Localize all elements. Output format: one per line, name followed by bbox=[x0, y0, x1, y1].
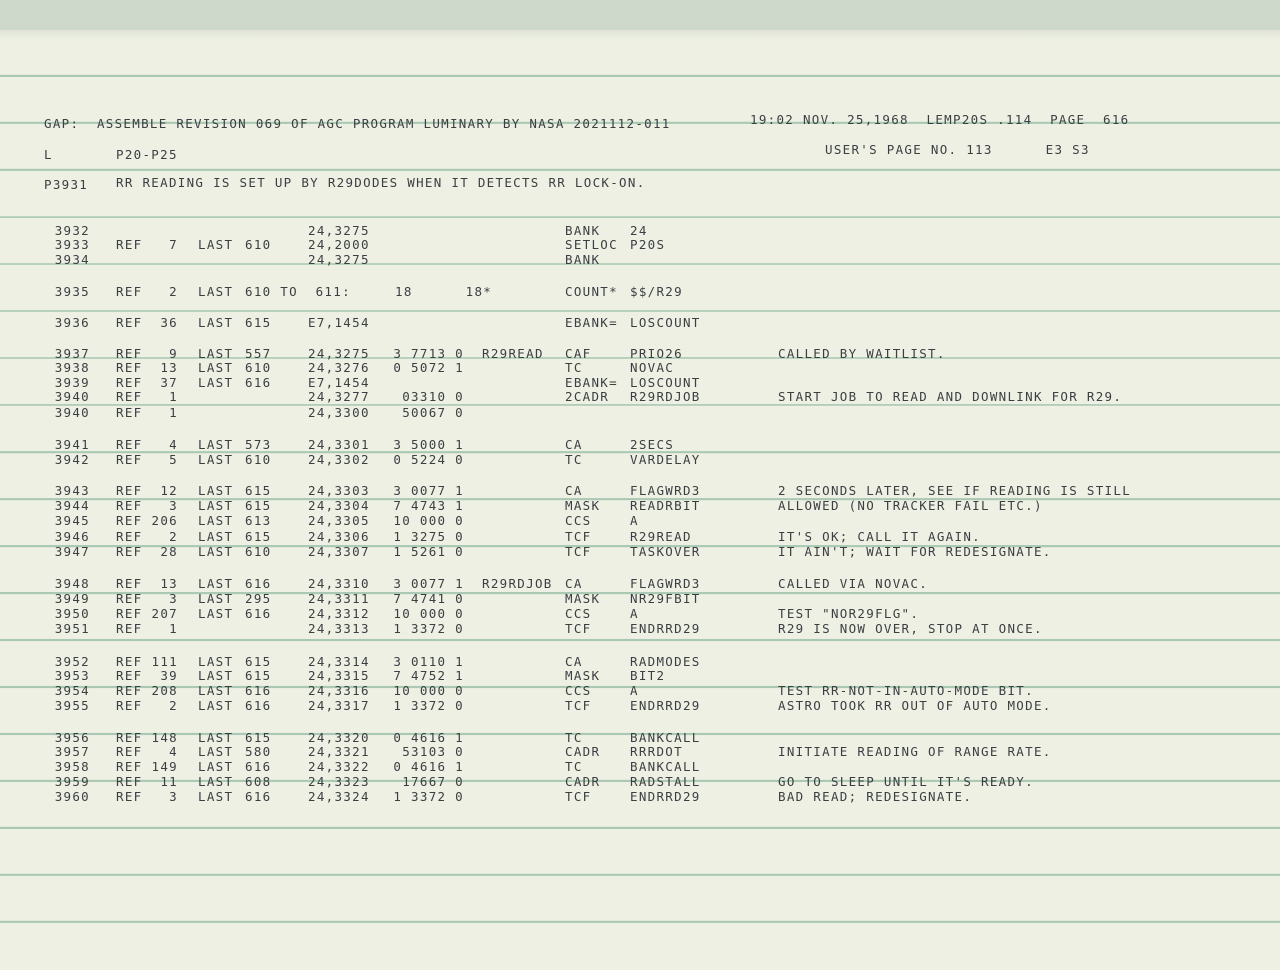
listing-comment: CALLED BY WAITLIST. bbox=[778, 346, 946, 361]
listing-refnum: 7 bbox=[169, 237, 178, 252]
listing-op: TCF bbox=[565, 529, 592, 544]
listing-op: EBANK= bbox=[565, 375, 618, 390]
listing-num: 3940 bbox=[54, 405, 90, 420]
listing-octal: 1 3275 0 bbox=[393, 529, 464, 544]
listing-comment: TEST RR-NOT-IN-AUTO-MODE BIT. bbox=[778, 683, 1034, 698]
listing-operand: FLAGWRD3 bbox=[630, 483, 701, 498]
listing-num: 3944 bbox=[54, 498, 90, 513]
listing-addr: 24,3302 bbox=[308, 452, 370, 467]
listing-lastv: 616 bbox=[245, 698, 272, 713]
listing-addr: 24,3305 bbox=[308, 513, 370, 528]
listing-last: LAST bbox=[198, 591, 234, 606]
listing-last: LAST bbox=[198, 284, 234, 299]
page-top-edge bbox=[0, 30, 1280, 40]
listing-last: LAST bbox=[198, 375, 234, 390]
listing-ref: REF bbox=[116, 513, 143, 528]
listing-ref: REF bbox=[116, 529, 143, 544]
listing-refnum: 206 bbox=[151, 513, 178, 528]
listing-ref: REF bbox=[116, 621, 143, 636]
listing-refnum: 111 bbox=[151, 654, 178, 669]
listing-refnum: 149 bbox=[151, 759, 178, 774]
listing-num: 3939 bbox=[54, 375, 90, 390]
listing-operand: TASKOVER bbox=[630, 544, 701, 559]
listing-ref: REF bbox=[116, 544, 143, 559]
listing-last: LAST bbox=[198, 315, 234, 330]
listing-last: LAST bbox=[198, 346, 234, 361]
listing-addr: 24,3307 bbox=[308, 544, 370, 559]
listing-addr: 24,3323 bbox=[308, 774, 370, 789]
listing-lastv: 573 bbox=[245, 437, 272, 452]
listing-op: CA bbox=[565, 437, 583, 452]
listing-lastv: 615 bbox=[245, 498, 272, 513]
listing-operand: PRIO26 bbox=[630, 346, 683, 361]
listing-last: LAST bbox=[198, 237, 234, 252]
comment-line-label: P3931 bbox=[44, 177, 89, 192]
listing-refnum: 2 bbox=[169, 698, 178, 713]
listing-num: 3958 bbox=[54, 759, 90, 774]
listing-num: 3946 bbox=[54, 529, 90, 544]
listing-op: TCF bbox=[565, 544, 592, 559]
listing-num: 3957 bbox=[54, 744, 90, 759]
listing-last: LAST bbox=[198, 774, 234, 789]
listing-op: TCF bbox=[565, 621, 592, 636]
listing-octal: 10 000 0 bbox=[393, 606, 464, 621]
listing-ref: REF bbox=[116, 452, 143, 467]
listing-refnum: 3 bbox=[169, 591, 178, 606]
listing-ref: REF bbox=[116, 389, 143, 404]
listing-op: CADR bbox=[565, 774, 601, 789]
listing-addr: 24,3317 bbox=[308, 698, 370, 713]
listing-last: LAST bbox=[198, 654, 234, 669]
listing-num: 3951 bbox=[54, 621, 90, 636]
listing-addr: 24,3324 bbox=[308, 789, 370, 804]
listing-num: 3941 bbox=[54, 437, 90, 452]
listing-lastv: 615 bbox=[245, 654, 272, 669]
listing-comment: ASTRO TOOK RR OUT OF AUTO MODE. bbox=[778, 698, 1052, 713]
listing-comment: IT AIN'T; WAIT FOR REDESIGNATE. bbox=[778, 544, 1052, 559]
listing-op: CCS bbox=[565, 606, 592, 621]
listing-num: 3945 bbox=[54, 513, 90, 528]
listing-op: MASK bbox=[565, 668, 601, 683]
listing-last: LAST bbox=[198, 544, 234, 559]
listing-lastv: 616 bbox=[245, 576, 272, 591]
listing-addr: 24,3320 bbox=[308, 730, 370, 745]
listing-num: 3942 bbox=[54, 452, 90, 467]
listing-octal: 10 000 0 bbox=[393, 683, 464, 698]
listing-last: LAST bbox=[198, 483, 234, 498]
listing-addr: 24,3313 bbox=[308, 621, 370, 636]
listing-operand: R29READ bbox=[630, 529, 692, 544]
listing-refnum: 2 bbox=[169, 284, 178, 299]
listing-octal: 10 000 0 bbox=[393, 513, 464, 528]
listing-refnum: 13 bbox=[160, 576, 178, 591]
listing-octal: 3 5000 1 bbox=[393, 437, 464, 452]
listing-op: MASK bbox=[565, 591, 601, 606]
listing-num: 3959 bbox=[54, 774, 90, 789]
listing-addr: 24,3306 bbox=[308, 529, 370, 544]
listing-octal: 3 0077 1 bbox=[393, 576, 464, 591]
listing-ref: REF bbox=[116, 730, 143, 745]
listing-refnum: 39 bbox=[160, 668, 178, 683]
listing-octal: 1 3372 0 bbox=[393, 698, 464, 713]
listing-addr: 24,3275 bbox=[308, 223, 370, 238]
listing-refnum: 11 bbox=[160, 774, 178, 789]
listing-lastv: 610 bbox=[245, 360, 272, 375]
header-listing-type: L bbox=[44, 147, 53, 162]
listing-addr: 24,2000 bbox=[308, 237, 370, 252]
listing-lastv: 610 bbox=[245, 237, 272, 252]
listing-addr: 24,3303 bbox=[308, 483, 370, 498]
listing-octal: 1 3372 0 bbox=[393, 621, 464, 636]
listing-addr: E7,1454 bbox=[308, 375, 370, 390]
listing-refnum: 28 bbox=[160, 544, 178, 559]
listing-ref: REF bbox=[116, 405, 143, 420]
listing-ref: REF bbox=[116, 284, 143, 299]
listing-last: LAST bbox=[198, 498, 234, 513]
listing-num: 3955 bbox=[54, 698, 90, 713]
listing-octal: 1 5261 0 bbox=[393, 544, 464, 559]
listing-ref: REF bbox=[116, 375, 143, 390]
listing-op: BANK bbox=[565, 223, 601, 238]
listing-lastv: 616 bbox=[245, 789, 272, 804]
listing-num: 3953 bbox=[54, 668, 90, 683]
listing-operand: LOSCOUNT bbox=[630, 315, 701, 330]
listing-lastv: 295 bbox=[245, 591, 272, 606]
listing-refnum: 4 bbox=[169, 437, 178, 452]
listing-refnum: 3 bbox=[169, 498, 178, 513]
listing-ref: REF bbox=[116, 237, 143, 252]
listing-last: LAST bbox=[198, 683, 234, 698]
listing-ref: REF bbox=[116, 668, 143, 683]
listing-refnum: 2 bbox=[169, 529, 178, 544]
listing-op: TC bbox=[565, 360, 583, 375]
listing-op: SETLOC bbox=[565, 237, 618, 252]
listing-refnum: 13 bbox=[160, 360, 178, 375]
listing-addr: 24,3315 bbox=[308, 668, 370, 683]
listing-refnum: 1 bbox=[169, 621, 178, 636]
listing-ref: REF bbox=[116, 591, 143, 606]
listing-last: LAST bbox=[198, 529, 234, 544]
listing-num: 3937 bbox=[54, 346, 90, 361]
listing-num: 3938 bbox=[54, 360, 90, 375]
listing-lastv: 615 bbox=[245, 529, 272, 544]
listing-refnum: 208 bbox=[151, 683, 178, 698]
listing-ref: REF bbox=[116, 698, 143, 713]
listing-num: 3934 bbox=[54, 252, 90, 267]
listing-operand: A bbox=[630, 683, 639, 698]
listing-refnum: 4 bbox=[169, 744, 178, 759]
listing-last: LAST bbox=[198, 576, 234, 591]
listing-lastv: 616 bbox=[245, 375, 272, 390]
listing-last: LAST bbox=[198, 452, 234, 467]
listing-lastv: 557 bbox=[245, 346, 272, 361]
listing-addr: 24,3321 bbox=[308, 744, 370, 759]
listing-lastv: 608 bbox=[245, 774, 272, 789]
listing-addr: 24,3277 bbox=[308, 389, 370, 404]
listing-ref: REF bbox=[116, 437, 143, 452]
listing-op: TCF bbox=[565, 698, 592, 713]
listing-octal: 0 4616 1 bbox=[393, 730, 464, 745]
listing-num: 3933 bbox=[54, 237, 90, 252]
listing-operand: P20S bbox=[630, 237, 666, 252]
listing-num: 3935 bbox=[54, 284, 90, 299]
listing-op: BANK bbox=[565, 252, 601, 267]
listing-operand: 24 bbox=[630, 223, 648, 238]
listing-lastv: 615 bbox=[245, 483, 272, 498]
listing-addr: 24,3304 bbox=[308, 498, 370, 513]
listing-lastv: 610 bbox=[245, 544, 272, 559]
listing-lastv: 615 bbox=[245, 668, 272, 683]
listing-op: TC bbox=[565, 452, 583, 467]
listing-comment: 2 SECONDS LATER, SEE IF READING IS STILL bbox=[778, 483, 1132, 498]
listing-num: 3936 bbox=[54, 315, 90, 330]
listing-last: LAST bbox=[198, 606, 234, 621]
header-user-page: USER'S PAGE NO. 113 E3 S3 bbox=[825, 142, 1090, 157]
listing-operand: A bbox=[630, 606, 639, 621]
listing-num: 3932 bbox=[54, 223, 90, 238]
listing-num: 3952 bbox=[54, 654, 90, 669]
listing-refnum: 148 bbox=[151, 730, 178, 745]
listing-op: CCS bbox=[565, 513, 592, 528]
listing-ref: REF bbox=[116, 360, 143, 375]
listing-refnum: 3 bbox=[169, 789, 178, 804]
listing-addr: 24,3316 bbox=[308, 683, 370, 698]
listing-refnum: 36 bbox=[160, 315, 178, 330]
listing-ref: REF bbox=[116, 483, 143, 498]
listing-ref: REF bbox=[116, 654, 143, 669]
listing-operand: RADSTALL bbox=[630, 774, 701, 789]
listing-octal: 7 4752 1 bbox=[393, 668, 464, 683]
listing-operand: NR29FBIT bbox=[630, 591, 701, 606]
listing-octal: 50067 0 bbox=[402, 405, 464, 420]
listing-op: EBANK= bbox=[565, 315, 618, 330]
listing-lastv: 615 bbox=[245, 730, 272, 745]
listing-addr: 24,3301 bbox=[308, 437, 370, 452]
listing-octal: 53103 0 bbox=[402, 744, 464, 759]
listing-octal: 7 4741 0 bbox=[393, 591, 464, 606]
listing-lastv: 616 bbox=[245, 606, 272, 621]
listing-ref: REF bbox=[116, 759, 143, 774]
listing-refnum: 1 bbox=[169, 389, 178, 404]
listing-last: LAST bbox=[198, 360, 234, 375]
listing-last: LAST bbox=[198, 437, 234, 452]
listing-addr: 24,3276 bbox=[308, 360, 370, 375]
listing-octal: 0 5072 1 bbox=[393, 360, 464, 375]
listing-op: CAF bbox=[565, 346, 592, 361]
listing-octal: 3 0077 1 bbox=[393, 483, 464, 498]
listing-label: R29RDJOB bbox=[482, 576, 553, 591]
listing-operand: VARDELAY bbox=[630, 452, 701, 467]
header-datetime: 19:02 NOV. 25,1968 LEMP20S .114 PAGE 616 bbox=[750, 112, 1130, 127]
listing-addr: 24,3275 bbox=[308, 252, 370, 267]
listing-addr: 24,3310 bbox=[308, 576, 370, 591]
listing-operand: 2SECS bbox=[630, 437, 675, 452]
listing-comment: ALLOWED (NO TRACKER FAIL ETC.) bbox=[778, 498, 1043, 513]
listing-operand: R29RDJOB bbox=[630, 389, 701, 404]
listing-op: 2CADR bbox=[565, 389, 610, 404]
listing-operand: $$/R29 bbox=[630, 284, 683, 299]
listing-addr: 24,3275 bbox=[308, 346, 370, 361]
listing-lastv: 615 bbox=[245, 315, 272, 330]
listing-ref: REF bbox=[116, 606, 143, 621]
listing-num: 3947 bbox=[54, 544, 90, 559]
listing-refnum: 37 bbox=[160, 375, 178, 390]
listing-ref: REF bbox=[116, 744, 143, 759]
listing-refnum: 5 bbox=[169, 452, 178, 467]
listing-last: LAST bbox=[198, 513, 234, 528]
listing-operand: ENDRRD29 bbox=[630, 789, 701, 804]
listing-addr: 24,3314 bbox=[308, 654, 370, 669]
listing-addr: 24,3322 bbox=[308, 759, 370, 774]
header-title: GAP: ASSEMBLE REVISION 069 OF AGC PROGRAM LUMINARY BY NASA 2021112-011 bbox=[44, 116, 671, 131]
listing-octal: 3 7713 0 bbox=[393, 346, 464, 361]
listing-octal: 0 5224 0 bbox=[393, 452, 464, 467]
listing-last: LAST bbox=[198, 789, 234, 804]
listing-comment: TEST "NOR29FLG". bbox=[778, 606, 920, 621]
listing-last: LAST bbox=[198, 668, 234, 683]
listing-operand: FLAGWRD3 bbox=[630, 576, 701, 591]
listing-label: R29READ bbox=[482, 346, 544, 361]
listing-operand: BANKCALL bbox=[630, 730, 701, 745]
listing-num: 3954 bbox=[54, 683, 90, 698]
listing-comment: GO TO SLEEP UNTIL IT'S READY. bbox=[778, 774, 1034, 789]
listing-comment: IT'S OK; CALL IT AGAIN. bbox=[778, 529, 981, 544]
listing-lastv: 610 TO 611: 18 18* bbox=[245, 284, 493, 299]
listing-addr: 24,3300 bbox=[308, 405, 370, 420]
listing-lastv: 610 bbox=[245, 452, 272, 467]
listing-operand: RRRDOT bbox=[630, 744, 683, 759]
listing-ref: REF bbox=[116, 789, 143, 804]
listing-last: LAST bbox=[198, 744, 234, 759]
listing-octal: 3 0110 1 bbox=[393, 654, 464, 669]
listing-addr: 24,3311 bbox=[308, 591, 370, 606]
listing-operand: A bbox=[630, 513, 639, 528]
listing-op: COUNT* bbox=[565, 284, 618, 299]
listing-octal: 0 4616 1 bbox=[393, 759, 464, 774]
comment-line-text: RR READING IS SET UP BY R29DODES WHEN IT DETECTS RR LOCK-ON. bbox=[116, 175, 646, 190]
listing-operand: BANKCALL bbox=[630, 759, 701, 774]
listing-addr: E7,1454 bbox=[308, 315, 370, 330]
listing-lastv: 580 bbox=[245, 744, 272, 759]
listing-operand: READRBIT bbox=[630, 498, 701, 513]
listing-lastv: 613 bbox=[245, 513, 272, 528]
listing-op: TCF bbox=[565, 789, 592, 804]
listing-comment: START JOB TO READ AND DOWNLINK FOR R29. bbox=[778, 389, 1123, 404]
listing-operand: LOSCOUNT bbox=[630, 375, 701, 390]
listing-ref: REF bbox=[116, 683, 143, 698]
listing-addr: 24,3312 bbox=[308, 606, 370, 621]
listing-op: CCS bbox=[565, 683, 592, 698]
listing-operand: RADMODES bbox=[630, 654, 701, 669]
listing-octal: 17667 0 bbox=[402, 774, 464, 789]
listing-octal: 1 3372 0 bbox=[393, 789, 464, 804]
listing-refnum: 207 bbox=[151, 606, 178, 621]
listing-comment: CALLED VIA NOVAC. bbox=[778, 576, 929, 591]
listing-operand: ENDRRD29 bbox=[630, 698, 701, 713]
listing-last: LAST bbox=[198, 759, 234, 774]
listing-last: LAST bbox=[198, 730, 234, 745]
listing-num: 3950 bbox=[54, 606, 90, 621]
listing-last: LAST bbox=[198, 698, 234, 713]
listing-refnum: 1 bbox=[169, 405, 178, 420]
listing-num: 3960 bbox=[54, 789, 90, 804]
listing-lastv: 616 bbox=[245, 683, 272, 698]
listing-num: 3943 bbox=[54, 483, 90, 498]
listing-comment: INITIATE READING OF RANGE RATE. bbox=[778, 744, 1052, 759]
listing-ref: REF bbox=[116, 346, 143, 361]
listing-lastv: 616 bbox=[245, 759, 272, 774]
listing-op: CA bbox=[565, 654, 583, 669]
listing-refnum: 12 bbox=[160, 483, 178, 498]
listing-num: 3949 bbox=[54, 591, 90, 606]
listing-op: TC bbox=[565, 759, 583, 774]
listing-ref: REF bbox=[116, 774, 143, 789]
listing-comment: R29 IS NOW OVER, STOP AT ONCE. bbox=[778, 621, 1043, 636]
listing-ref: REF bbox=[116, 498, 143, 513]
listing-octal: 03310 0 bbox=[402, 389, 464, 404]
listing-num: 3948 bbox=[54, 576, 90, 591]
listing-op: TC bbox=[565, 730, 583, 745]
listing-num: 3940 bbox=[54, 389, 90, 404]
listing-comment: BAD READ; REDESIGNATE. bbox=[778, 789, 973, 804]
listing-ref: REF bbox=[116, 315, 143, 330]
listing-num: 3956 bbox=[54, 730, 90, 745]
listing-op: MASK bbox=[565, 498, 601, 513]
listing-op: CADR bbox=[565, 744, 601, 759]
header-section: P20-P25 bbox=[116, 147, 178, 162]
listing-refnum: 9 bbox=[169, 346, 178, 361]
listing-op: CA bbox=[565, 576, 583, 591]
listing-operand: BIT2 bbox=[630, 668, 666, 683]
listing-octal: 7 4743 1 bbox=[393, 498, 464, 513]
listing-op: CA bbox=[565, 483, 583, 498]
listing-operand: ENDRRD29 bbox=[630, 621, 701, 636]
listing-operand: NOVAC bbox=[630, 360, 675, 375]
listing-ref: REF bbox=[116, 576, 143, 591]
